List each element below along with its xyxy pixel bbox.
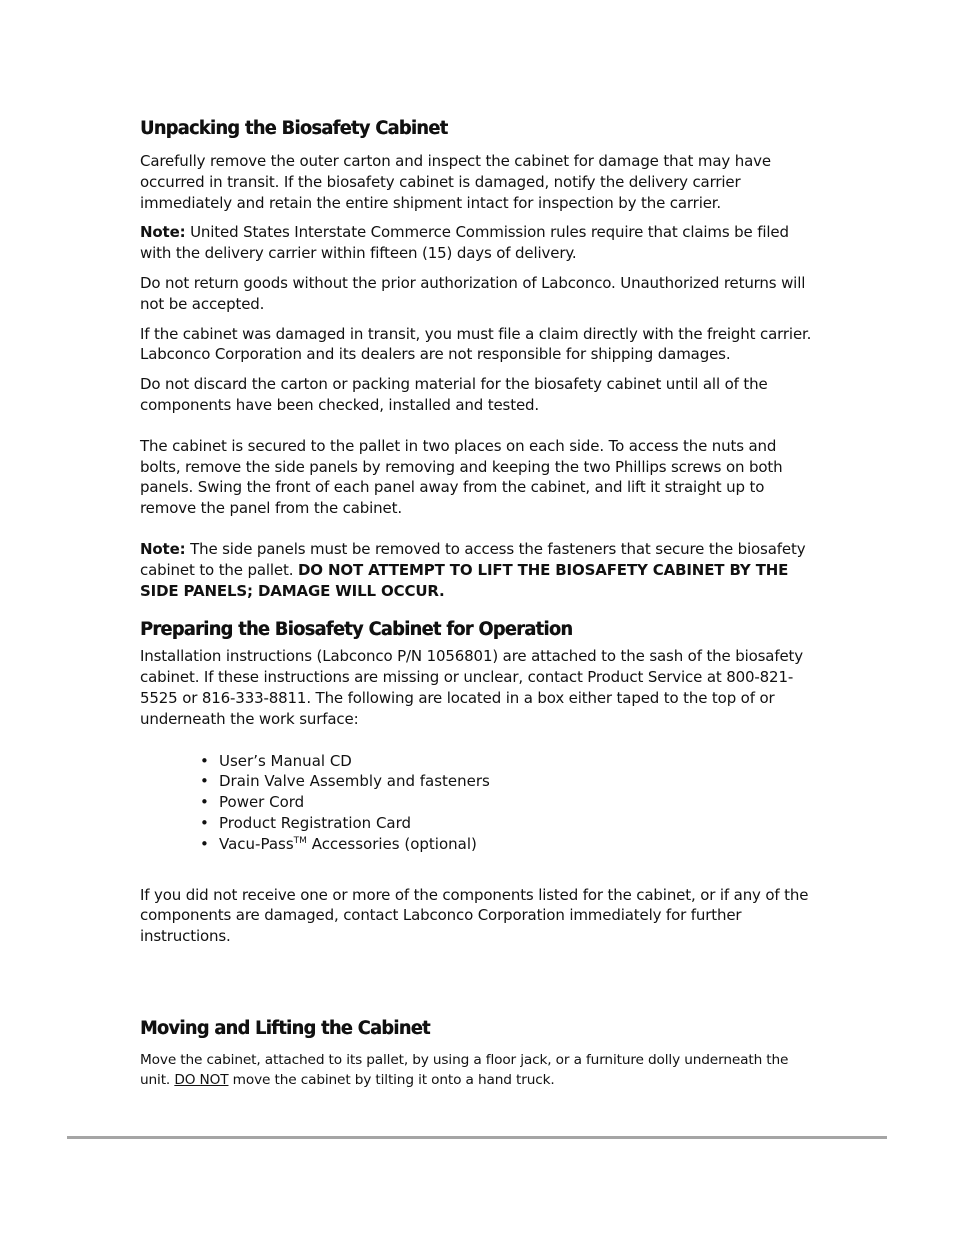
note-side-panels: [140, 539, 820, 601]
list-item: • User’s Manual CD: [219, 751, 820, 772]
list-item: • Power Cord: [219, 792, 820, 813]
note-text: United States Interstate Commerce Commission rules require that claims be filed with the delivery carrier within fifteen (15) days of delivery.: [140, 223, 789, 263]
warning-text: DO NOT ATTEMPT TO LIFT THE BIOSAFETY CABINET BY THE SIDE PANELS; DAMAGE WILL OCCUR.: [140, 560, 789, 600]
paragraph-missing-components: If you did not receive one or more of the components listed for the cabinet, or if any of the components are damaged, contact Labconco Corporation immediately for further instructions.: [140, 885, 809, 946]
note-label: Note:: [140, 223, 186, 242]
paragraph-discard: Do not discard the carton or packing material for the biosafety cabinet until all of the components have been checked, installed and tested.: [140, 375, 768, 414]
paragraph-moving: Move the cabinet, attached to its pallet, by using a floor jack, or a furniture dolly underneath the unit. DO NOT move the cabinet by tilting it onto a hand truck.: [140, 1051, 789, 1088]
underlined-do-not: DO NOT: [174, 1071, 229, 1088]
section-heading-preparing: Preparing the Biosafety Cabinet for Operation: [140, 619, 573, 641]
list-item: • Vacu-Pass™ Accessories (optional): [219, 834, 820, 855]
paragraph-pallet: The cabinet is secured to the pallet in two places on each side. To access the nuts and bolts, remove the side panels by removing and keeping the two Phillips screws on both panels. Swing the front of each panel away from the cabinet, and lift it straight up to remove the panel from the cabinet.: [140, 436, 783, 518]
paragraph-return-goods: Do not return goods without the prior authorization of Labconco. Unauthorized returns will not be accepted.: [140, 273, 806, 313]
note-text: The side panels must be removed to access the fasteners that secure the biosafety cabinet to the pallet.: [140, 539, 806, 579]
section-heading-unpacking: Unpacking the Biosafety Cabinet: [140, 118, 448, 139]
note-label: Note:: [140, 539, 186, 558]
document-page: [140, 118, 820, 1091]
list-item: • Drain Valve Assembly and fasteners: [219, 771, 820, 792]
trademark: TM: [293, 835, 307, 846]
components-list: [140, 751, 820, 855]
note-ic-commission: [140, 222, 820, 264]
paragraph-installation: Installation instructions (Labconco P/N 1056801) are attached to the sash of the biosafety cabinet. If these instructions are missing or unclear, contact Product Service at 800-821-5525 or 816-333-8811. The following are located in a box either taped to the top of or underneath the work surface:: [140, 647, 804, 728]
paragraph-inspect: Carefully remove the outer carton and inspect the cabinet for damage that may have occurred in transit. If the biosafety cabinet is damaged, notify the delivery carrier immediately and retain the entire shipment intact for inspection by the carrier.: [140, 152, 771, 212]
paragraph-claim: If the cabinet was damaged in transit, you must file a claim directly with the freight carrier. Labconco Corporation and its dealers are not responsible for shipping damages.: [140, 324, 812, 364]
list-item: • Product Registration Card: [219, 813, 820, 834]
footer-rule: [67, 1136, 887, 1139]
section-heading-moving: Moving and Lifting the Cabinet: [140, 1017, 430, 1039]
